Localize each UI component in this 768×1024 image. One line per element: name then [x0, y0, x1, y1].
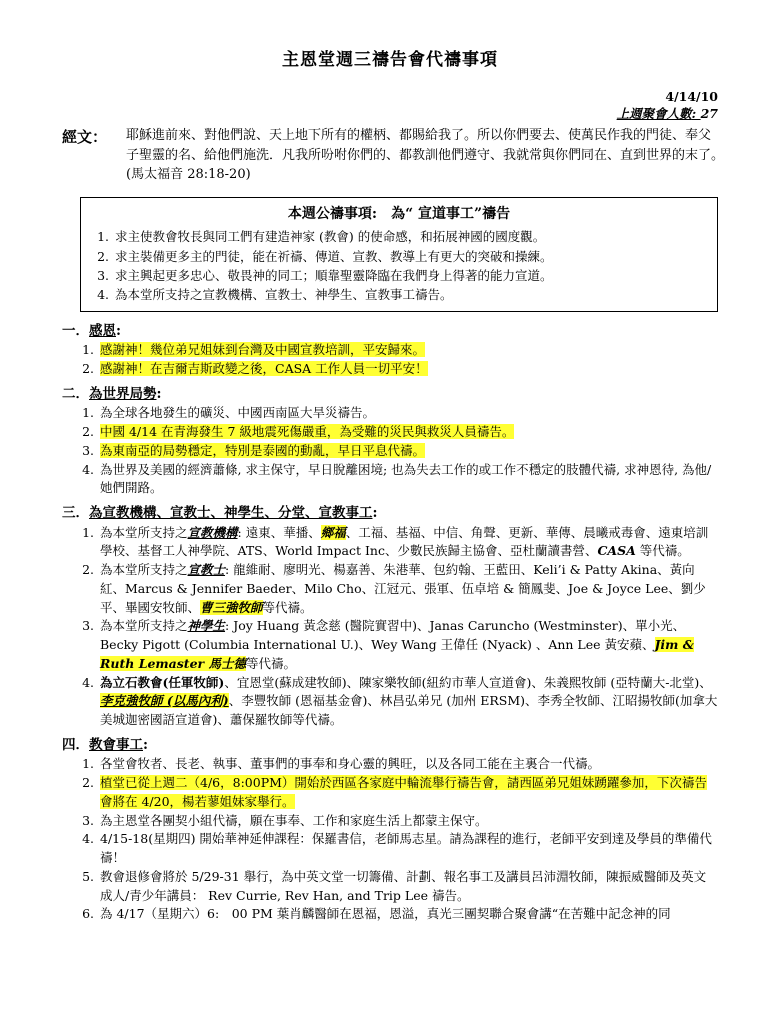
item-text: 為世界及美國的經濟蕭條, 求主保守，早日脫離困境; 也為失去工作的或工作不穩定的肢體代禱, 求神恩待, 為他/她們開路。 — [100, 461, 712, 496]
list-item — [76, 830, 718, 868]
item-text — [100, 561, 718, 617]
missionary-label: 宣教士 — [187, 562, 226, 578]
item-number: 2. — [82, 562, 94, 578]
section-missions — [62, 504, 718, 730]
list-item — [76, 755, 718, 774]
section-list — [62, 341, 718, 379]
item-number: 6. — [82, 906, 94, 922]
attendance-value: 27 — [700, 105, 718, 121]
text-span: Joy Huang 黃念慈 (醫院實習中)、Janas Caruncho (Westminster)、單小光、Becky Pigott (Columbia International U.)、Wey Wang 王偉任 (Nyack) 、Ann Lee 黃安蘋、 — [100, 618, 686, 653]
section-list — [62, 404, 718, 498]
item-text — [100, 617, 718, 673]
scripture-text: 耶穌進前來、對他們說、天上地下所有的權柄、都賜給我了。所以你們要去、使萬民作我的門徒、奉父子聖靈的名、給他們施洗．凡我所吩咐你們的、都教訓他們遵守、我就常與你們同在、直到世界的末了。 (馬太福音 28:18-20) — [126, 128, 731, 183]
item-text: 中國 4/14 在青海發生 7 級地震死傷嚴重，為受難的災民與救災人員禱告。 — [100, 424, 515, 440]
attendance-label: 上週聚會人數 — [616, 105, 692, 121]
item-text: 植堂已從上週二（4/6，8:00PM）開始於西區各家庭中輪流舉行禱告會，請西區弟兄姐妹踴躍參加，下次禱告會將在 4/20，楊若蓼姐妹家舉行。 — [100, 775, 707, 809]
item-text: 求主興起更多忠心、敬畏神的同工；順靠聖靈降臨在我們身上得著的能力宣道。 — [115, 267, 553, 283]
item-text — [100, 524, 718, 562]
item-number: 3. — [82, 812, 94, 828]
text-span: 、李豐牧師 (恩福基金會)、林昌弘弟兄 (加州 ERSM)、李秀全牧師、江昭揚牧師(加拿大美城迦密國語宣道會)、蕭保羅牧師等代禱。 — [100, 693, 718, 728]
list-item — [76, 868, 718, 906]
text-span: 為本堂所支持之 — [100, 618, 188, 634]
attendance: 上週聚會人數: 27 — [616, 105, 718, 121]
item-text: 為東南亞的局勢穩定，特別是泰國的動亂，早日平息代禱。 — [100, 442, 426, 458]
text-span: 為本堂所支持之 — [100, 524, 188, 540]
item-text — [100, 674, 718, 730]
list-item — [76, 461, 718, 499]
section-number: 三． — [62, 505, 89, 522]
text-span: 遠東、華播、 — [245, 524, 321, 540]
text-span: 龍維耐、廖明光、楊嘉善、朱港華、包約翰、王藍田、Keli’i & Patty Akina、黃向紅、Marcus & Jennifer Baeder、Milo Cho、江冠元、張軍、伍卓培 & 簡鳳斐、Joe & Joyce Lee、劉少平、畢國安牧師、 — [100, 562, 706, 615]
item-text: 各堂會牧者、長老、執事、董事們的事奉和身心靈的興旺，以及各同工能在主裏合一代禱。 — [100, 756, 601, 772]
section-title-text: 為世界局勢 — [89, 385, 157, 402]
text-span: : — [225, 618, 230, 634]
item-number: 2. — [82, 775, 94, 791]
date: 4/14/10 — [665, 88, 718, 104]
list-item — [76, 774, 718, 812]
highlight-text: Jim & Ruth Lemaster 馬士德 — [100, 637, 695, 671]
casa-text: CASA — [597, 543, 636, 559]
item-number: 4. — [97, 287, 109, 303]
item-number: 1. — [82, 756, 94, 772]
item-text: 感謝神！幾位弟兄姐妹到台灣及中國宣教培訓，平安歸來。 — [100, 342, 426, 358]
highlight-text: 鄉福 — [320, 524, 346, 540]
item-text: 求主使教會牧長與同工們有建造神家 (教會) 的使命感，和拓展神國的國度觀。 — [115, 229, 546, 245]
item-number: 3. — [97, 267, 109, 283]
section-title — [62, 504, 718, 524]
text-span: 、工福、基福、中信、角聲、更新、華傳、晨曦戒毒會、遠東培訓學校、基督工人神學院、ATS、World Impact Inc、少數民族歸主協會、亞杜蘭讀書營、 — [100, 524, 709, 559]
item-text: 為主恩堂各團契小組代禱，願在事奉、工作和家庭生活上都蒙主保守。 — [100, 812, 488, 828]
section-title-text: 為宣教機構、宣教士、神學生、分堂、宣教事工 — [89, 505, 373, 522]
student-label: 神學生 — [187, 618, 226, 634]
meta-block — [62, 89, 718, 123]
section-world — [62, 385, 718, 498]
list-item — [76, 812, 718, 831]
list-item — [76, 442, 718, 461]
item-number: 4. — [82, 831, 94, 847]
item-number: 3. — [82, 442, 94, 458]
weekly-prayer-title: 本週公禱事項: 為“ 宣道事工”禱告 — [287, 205, 511, 222]
list-item — [76, 524, 718, 562]
list-item — [76, 617, 718, 673]
section-number: 四． — [62, 736, 89, 753]
list-item — [76, 341, 718, 360]
section-colon: : — [372, 505, 378, 522]
scripture — [62, 126, 731, 185]
item-number: 5. — [82, 868, 94, 884]
section-colon: : — [143, 736, 148, 753]
list-item — [76, 674, 718, 730]
list-item — [76, 360, 718, 379]
item-text: 4/15-18(星期四) 開始華神延伸課程：保羅書信，老師馬志星。請為課程的進行，老師平安到達及學員的準備代禱！ — [100, 831, 712, 866]
item-number: 1. — [82, 524, 94, 540]
page-title: 主恩堂週三禱告會代禱事項 — [282, 50, 498, 70]
text-span: 等代禱。 — [635, 543, 690, 559]
text-span: 等代禱。 — [262, 599, 313, 615]
item-text: 教會退修會將於 5/29-31 舉行，為中英文堂一切籌備、計劃、報名事工及講員呂沛淵牧師，陳振威醫師及英文成人/青少年講員： Rev Currie, Rev Han, and Trip Lee 禱告。 — [100, 868, 707, 903]
list-item — [76, 561, 718, 617]
item-number: 1. — [97, 229, 109, 245]
text-span: 、宜恩堂(蘇成建牧師)、陳家樂牧師(紐約市華人宣道會)、朱義熙牧師 (亞特蘭大-北堂)、 — [224, 674, 712, 690]
list-item — [91, 285, 707, 304]
item-text: 為 4/17（星期六）6: 00 PM 葉肖麟醫師在恩福，恩溢，真光三團契聯合聚會講“在苦難中記念神的同 — [100, 906, 671, 922]
section-colon: : — [156, 385, 162, 402]
list-item — [91, 266, 707, 285]
highlight-text: 李克強牧師 (以馬內利) — [100, 693, 229, 709]
text-span: 為本堂所支持之 — [100, 562, 188, 578]
section-title — [62, 385, 718, 405]
list-item — [91, 247, 707, 266]
list-item — [91, 227, 707, 246]
section-list — [62, 524, 718, 730]
section-title — [62, 736, 718, 756]
section-colon: : — [116, 322, 121, 339]
item-number: 3. — [82, 618, 94, 634]
item-number: 1. — [82, 342, 94, 358]
section-list — [62, 755, 718, 924]
section-thanksgiving — [62, 322, 718, 379]
item-number: 2. — [82, 424, 94, 440]
weekly-prayer-box — [80, 197, 718, 312]
text-span: 等代禱。 — [245, 655, 296, 671]
item-number: 1. — [82, 405, 94, 421]
text-span: : — [237, 524, 242, 540]
section-title-text: 教會事工 — [89, 736, 143, 753]
text-span: : — [225, 562, 230, 578]
text-span: 為立石教會(任軍牧師) — [100, 674, 225, 690]
highlight-text: 曹三強牧師 — [200, 599, 263, 615]
mission-org-label: 宣教機構 — [187, 524, 238, 540]
item-text: 為全球各地發生的礦災、中國西南區大旱災禱告。 — [100, 405, 376, 421]
item-number: 4. — [82, 461, 94, 477]
item-text: 感謝神！在吉爾吉斯政變之後，CASA 工作人員一切平安！ — [100, 361, 428, 376]
section-title-text: 感恩 — [89, 322, 116, 339]
item-text: 為本堂所支持之宣教機構、宣教士、神學生、宣教事工禱告。 — [115, 287, 453, 303]
item-number: 2. — [97, 248, 109, 264]
list-item — [76, 404, 718, 423]
weekly-prayer-list — [91, 227, 707, 305]
list-item — [76, 905, 718, 924]
item-text: 求主裝備更多主的門徒，能在祈禱、傳道、宣教、教導上有更大的突破和操練。 — [115, 248, 553, 264]
section-church — [62, 736, 718, 924]
list-item — [76, 423, 718, 442]
item-number: 2. — [82, 361, 94, 376]
scripture-label: 經文： — [62, 128, 108, 147]
section-number: 一． — [62, 322, 89, 339]
item-number: 4. — [82, 674, 94, 690]
section-number: 二． — [62, 385, 89, 402]
section-title — [62, 322, 718, 342]
